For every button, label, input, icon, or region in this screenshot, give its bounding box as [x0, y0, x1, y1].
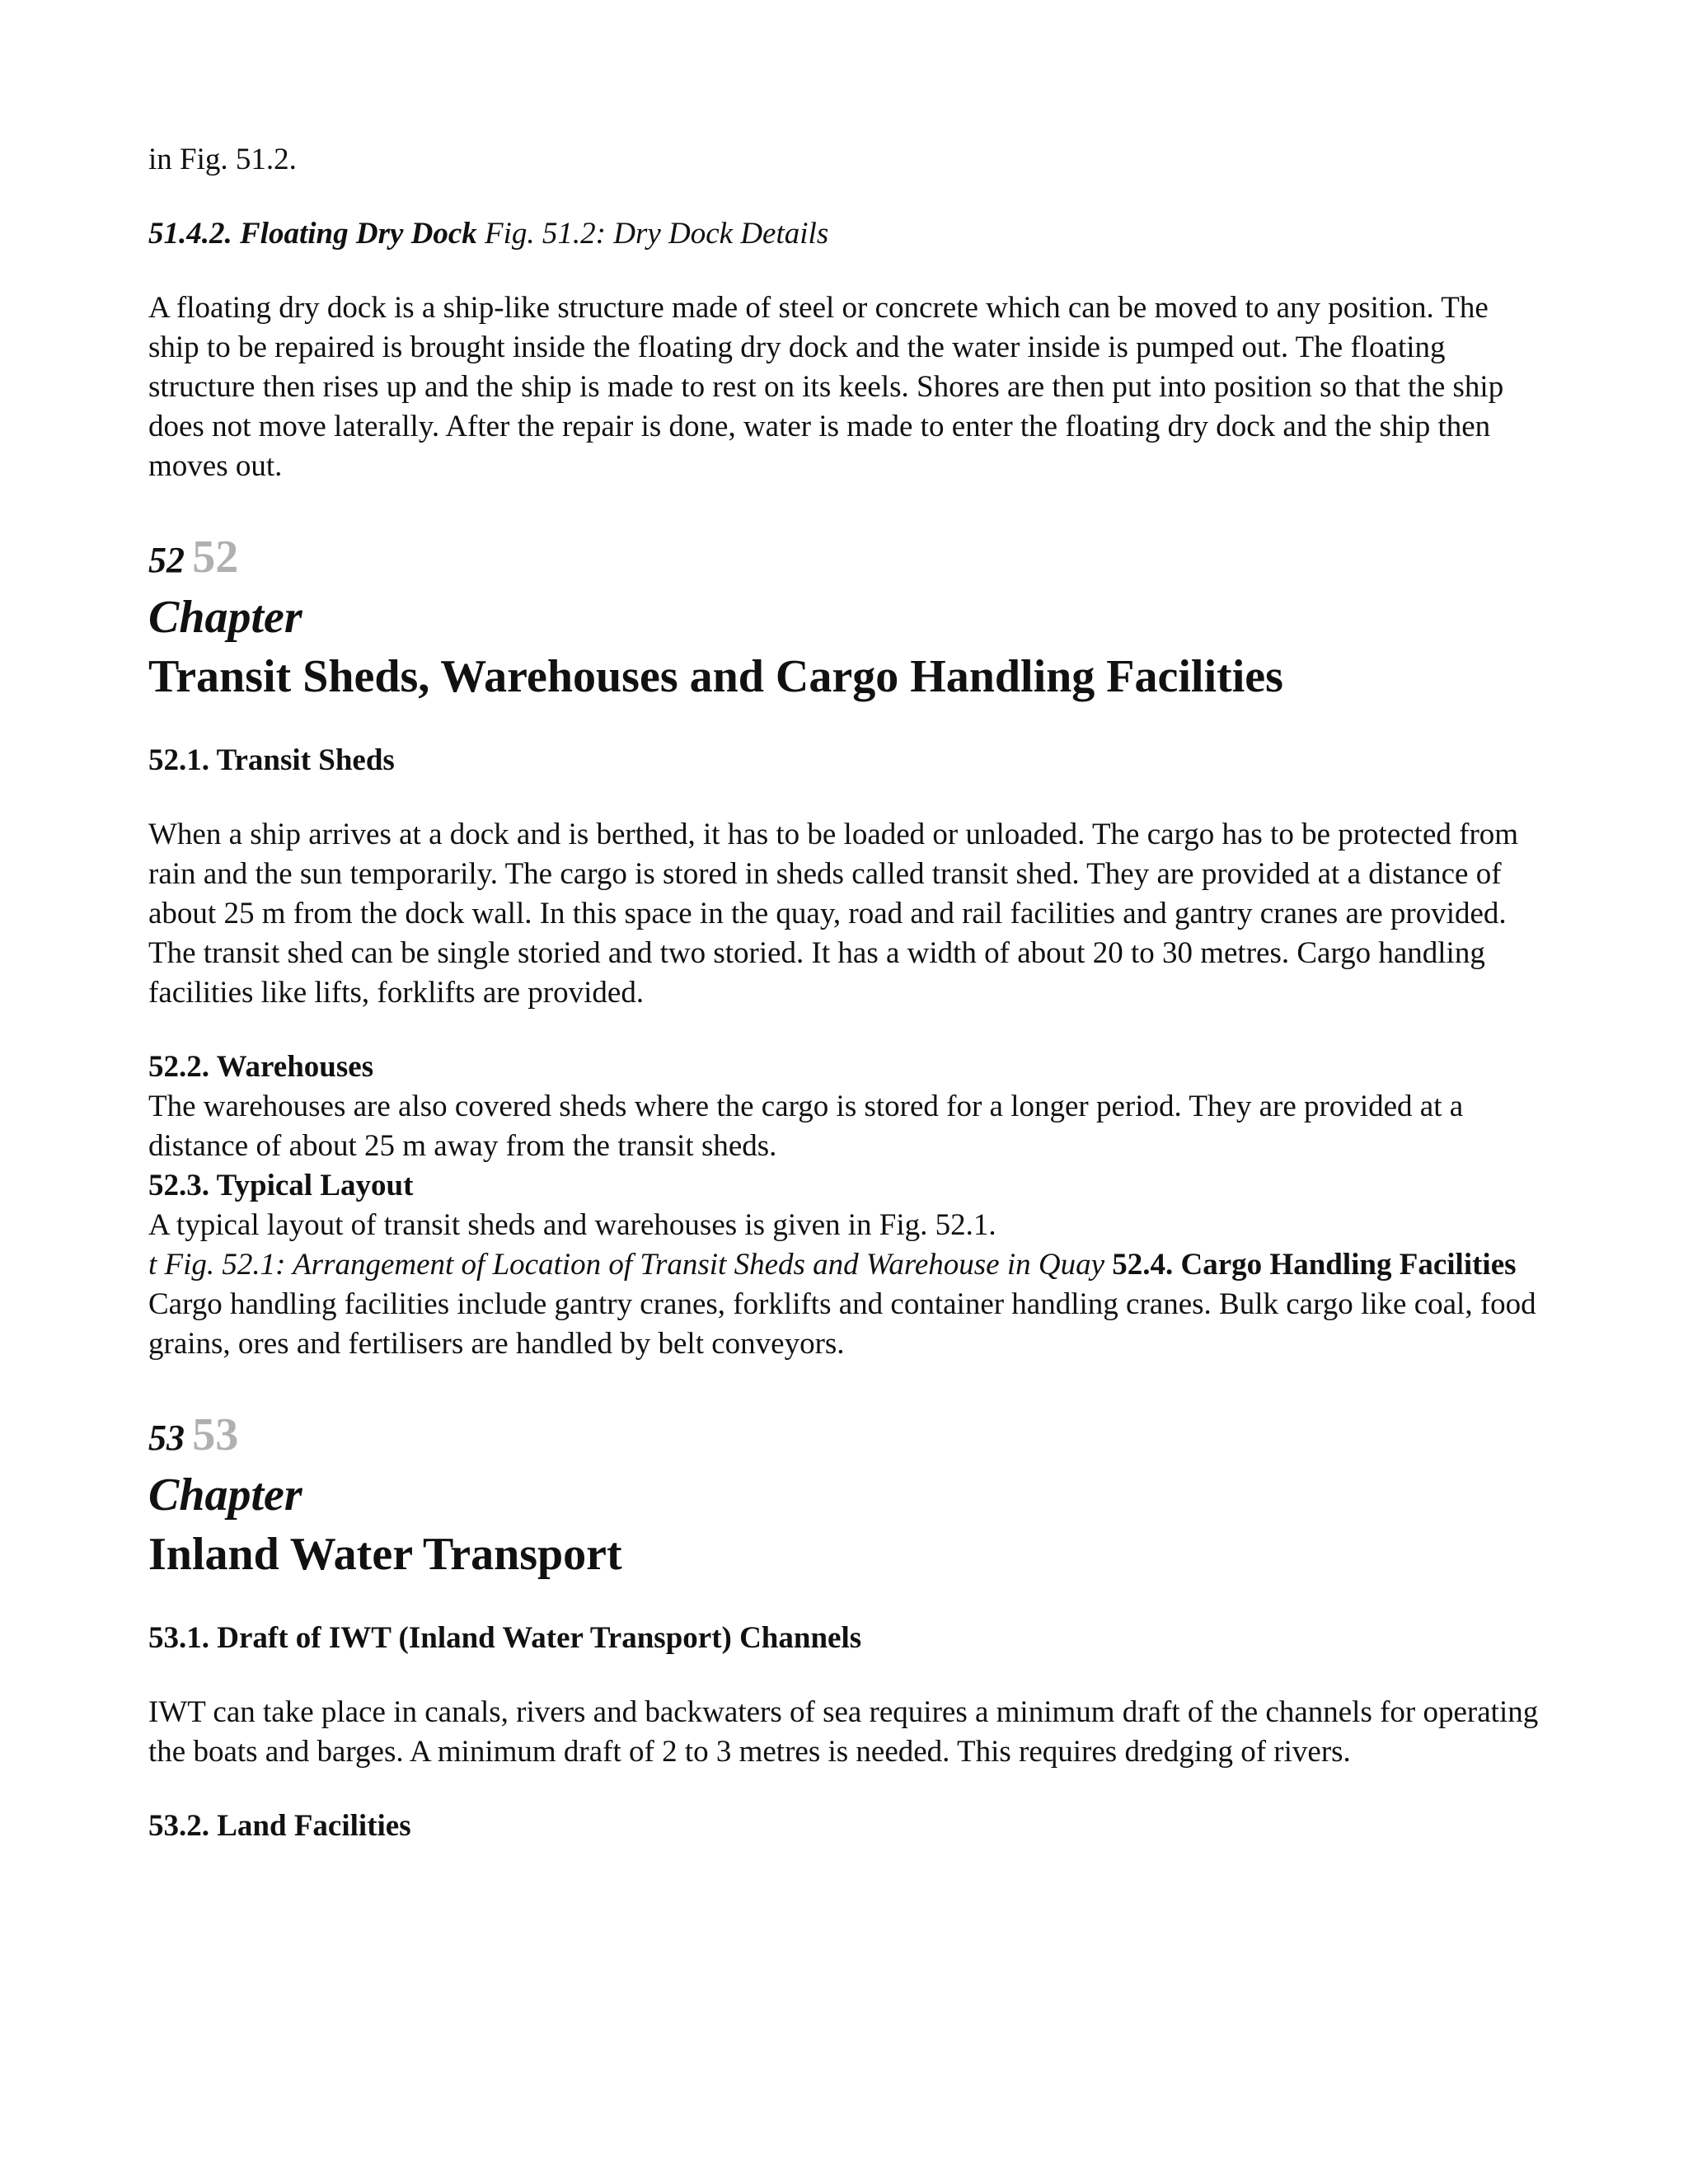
chapter-53-number-italic: 53	[148, 1418, 185, 1458]
fig-51-2-caption: Fig. 51.2: Dry Dock Details	[485, 217, 829, 251]
section-53-1-heading: 53.1. Draft of IWT (Inland Water Transport) Channels	[148, 1621, 862, 1655]
chapter-52-number-italic: 52	[148, 540, 185, 580]
section-52-1-body: When a ship arrives at a dock and is berthed, it has to be loaded or unloaded. The cargo has to be protected from rain and the sun temporarily. The cargo is stored in sheds called transit shed. They are provided at a distance of about 25 m from the dock wall. In this space in the quay, road and rail facilities and gantry cranes are provided. The transit shed can be single storied and two storied. It has a width of about 20 to 30 metres. Cargo handling facilities like lifts, forklifts are provided.	[148, 818, 1519, 1010]
chapter-52-title: Transit Sheds, Warehouses and Cargo Handling Facilities	[148, 651, 1283, 702]
chapter-53-number	[148, 1410, 1541, 1465]
fig-52-1-caption-line	[148, 1245, 1541, 1285]
section-52-4-heading: 52.4. Cargo Handling Facilities	[1112, 1248, 1517, 1282]
section-51-4-2-heading-line	[148, 214, 1541, 254]
section-53-1-body: IWT can take place in canals, rivers and backwaters of sea requires a minimum draft of the channels for operating the boats and barges. A minimum draft of 2 to 3 metres is needed. This requires dredging of rivers.	[148, 1695, 1539, 1769]
section-52-3-heading: 52.3. Typical Layout	[148, 1169, 414, 1202]
section-51-4-2-heading: 51.4.2. Floating Dry Dock	[148, 217, 477, 251]
section-51-4-2-body: A floating dry dock is a ship-like structure made of steel or concrete which can be moved to any position. The ship to be repaired is brought inside the floating dry dock and the water inside is pumped out. The floating structure then rises up and the ship is made to rest on its keels. Shores are then put into position so that the ship does not move laterally. After the repair is done, water is made to enter the floating dry dock and the ship then moves out.	[148, 291, 1504, 483]
chapter-53-number-gray: 53	[192, 1409, 239, 1460]
chapter-52-number-gray: 52	[192, 532, 239, 583]
section-52-1-heading: 52.1. Transit Sheds	[148, 743, 395, 777]
fig-52-1-caption: t Fig. 52.1: Arrangement of Location of Transit Sheds and Warehouse in Quay	[148, 1248, 1105, 1282]
section-52-4-body: Cargo handling facilities include gantry cranes, forklifts and container handling cranes. Bulk cargo like coal, food grains, ores and fertilisers are handled by belt conveyors.	[148, 1287, 1536, 1361]
section-52-2-heading: 52.2. Warehouses	[148, 1050, 374, 1084]
continuation-text: in Fig. 51.2.	[148, 143, 297, 176]
chapter-53-label: Chapter	[148, 1469, 302, 1521]
section-52-3-body: A typical layout of transit sheds and warehouses is given in Fig. 52.1.	[148, 1208, 996, 1242]
section-53-2-heading: 53.2. Land Facilities	[148, 1809, 411, 1843]
chapter-52-number	[148, 532, 1541, 588]
chapter-53-title: Inland Water Transport	[148, 1529, 622, 1580]
section-52-2-body: The warehouses are also covered sheds where the cargo is stored for a longer period. They are provided at a distance of about 25 m away from the transit sheds.	[148, 1090, 1464, 1163]
document-page	[148, 140, 1541, 1846]
chapter-52-label: Chapter	[148, 592, 302, 643]
